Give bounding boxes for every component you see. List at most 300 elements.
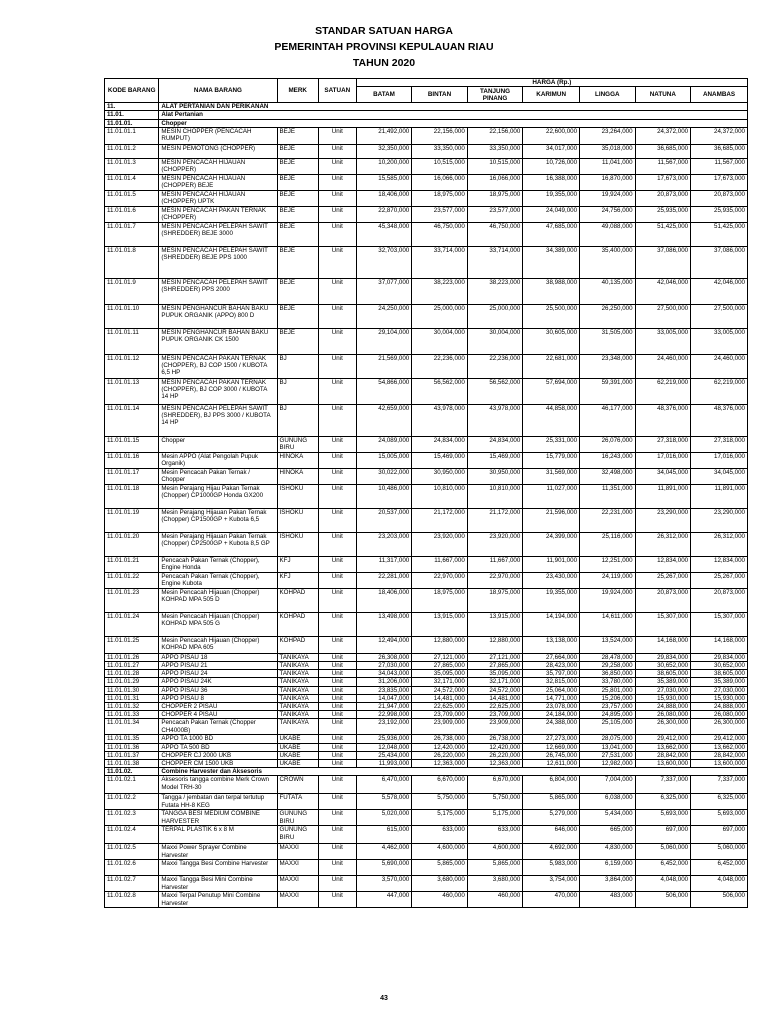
item-price: 16,388,000 <box>523 174 580 190</box>
item-price: 25,801,000 <box>580 686 636 694</box>
item-code: 11.01.01.22 <box>105 572 159 588</box>
item-price: 12,880,000 <box>412 636 468 653</box>
item-unit: Unit <box>318 144 356 158</box>
item-price: 5,060,000 <box>635 844 691 860</box>
item-price: 27,865,000 <box>412 662 468 670</box>
item-price: 506,000 <box>691 892 748 908</box>
item-price: 17,016,000 <box>635 452 691 468</box>
item-code: 11.01.01.36 <box>105 743 159 751</box>
item-price: 15,779,000 <box>523 452 580 468</box>
item-code: 11.01.01.5 <box>105 190 159 206</box>
item-price: 14,481,000 <box>412 694 468 702</box>
item-price: 506,000 <box>635 892 691 908</box>
header-region: KARIMUN <box>523 87 580 103</box>
item-name: CHOPPER CJ 2000 UKB <box>159 751 277 759</box>
item-name: MESIN PEMOTONG (CHOPPER) <box>159 144 277 158</box>
table-row <box>105 484 748 508</box>
item-code: 11.01.01.10 <box>105 304 159 328</box>
item-code: 11.01.01.8 <box>105 246 159 278</box>
item-brand: TANIKAYA <box>277 719 318 735</box>
item-code: 11.01.01.37 <box>105 751 159 759</box>
item-code: 11.01.01.3 <box>105 158 159 174</box>
item-price: 13,498,000 <box>356 612 412 636</box>
item-price: 31,505,000 <box>580 328 636 354</box>
doc-subtitle: PEMERINTAH PROVINSI KEPULAUAN RIAU <box>274 41 494 53</box>
item-code: 11.01.01.38 <box>105 760 159 768</box>
item-price: 33,005,000 <box>635 328 691 354</box>
item-price: 32,498,000 <box>580 468 636 484</box>
item-price: 26,300,000 <box>635 719 691 735</box>
item-code: 11.01.02.1 <box>105 776 159 794</box>
item-code: 11.01.01.18 <box>105 484 159 508</box>
item-code: 11.01.01.26 <box>105 653 159 661</box>
item-unit: Unit <box>318 844 356 860</box>
item-price: 51,425,000 <box>691 222 748 246</box>
header-satuan: SATUAN <box>318 79 356 103</box>
item-unit: Unit <box>318 653 356 661</box>
item-price: 35,095,000 <box>467 670 523 678</box>
item-price: 24,372,000 <box>635 127 691 144</box>
item-price: 26,220,000 <box>412 751 468 759</box>
item-name: Mesin APPO (Alat Pengolah Pupuk Organik) <box>159 452 277 468</box>
item-price: 14,168,000 <box>635 636 691 653</box>
item-price: 11,027,000 <box>523 484 580 508</box>
item-price: 35,400,000 <box>580 246 636 278</box>
header-harga: HARGA (Rp.) <box>356 79 747 87</box>
item-brand: TANIKAYA <box>277 686 318 694</box>
item-brand: BEJE <box>277 144 318 158</box>
item-unit: Unit <box>318 556 356 572</box>
item-unit: Unit <box>318 484 356 508</box>
item-unit: Unit <box>318 222 356 246</box>
item-name: Mesin Perajang Hijau Pakan Ternak (Chopper) CP1000GP Honda GX200 <box>159 484 277 508</box>
item-unit: Unit <box>318 158 356 174</box>
header-kode: KODE BARANG <box>105 79 159 103</box>
item-price: 45,348,000 <box>356 222 412 246</box>
item-price: 21,596,000 <box>523 508 580 532</box>
item-price: 3,680,000 <box>467 876 523 892</box>
item-price: 22,236,000 <box>412 354 468 378</box>
item-price: 483,000 <box>580 892 636 908</box>
item-price: 23,348,000 <box>580 354 636 378</box>
item-price: 33,350,000 <box>412 144 468 158</box>
item-price: 665,000 <box>580 826 636 844</box>
item-code: 11.01.02.7 <box>105 876 159 892</box>
item-price: 34,017,000 <box>523 144 580 158</box>
item-price: 23,290,000 <box>635 508 691 532</box>
item-unit: Unit <box>318 572 356 588</box>
item-name: APPO PISAU 36 <box>159 686 277 694</box>
item-price: 10,726,000 <box>523 158 580 174</box>
item-brand: ISHOKU <box>277 508 318 532</box>
item-price: 16,066,000 <box>467 174 523 190</box>
item-price: 23,290,000 <box>691 508 748 532</box>
section-title: Chopper <box>159 119 748 127</box>
item-unit: Unit <box>318 468 356 484</box>
item-price: 4,600,000 <box>467 844 523 860</box>
item-price: 43,978,000 <box>467 404 523 436</box>
table-body <box>105 103 748 908</box>
item-code: 11.01.01.13 <box>105 378 159 404</box>
item-code: 11.01.01.20 <box>105 532 159 556</box>
item-price: 15,005,000 <box>356 452 412 468</box>
item-price: 10,486,000 <box>356 484 412 508</box>
item-price: 26,738,000 <box>467 735 523 743</box>
table-row <box>105 826 748 844</box>
item-code: 11.01.01.33 <box>105 711 159 719</box>
item-brand: BEJE <box>277 304 318 328</box>
item-name: MESIN PENCACAH PELEPAH SAWIT (SHREDDER) BEJE 3000 <box>159 222 277 246</box>
item-price: 30,004,000 <box>467 328 523 354</box>
item-price: 13,600,000 <box>691 760 748 768</box>
item-unit: Unit <box>318 711 356 719</box>
item-price: 30,605,000 <box>523 328 580 354</box>
item-unit: Unit <box>318 278 356 304</box>
table-row <box>105 612 748 636</box>
item-price: 10,515,000 <box>412 158 468 174</box>
item-price: 13,915,000 <box>412 612 468 636</box>
header-region: BATAM <box>356 87 412 103</box>
item-price: 20,873,000 <box>691 190 748 206</box>
item-price: 447,000 <box>356 892 412 908</box>
item-price: 62,219,000 <box>691 378 748 404</box>
item-price: 19,924,000 <box>580 588 636 612</box>
table-row <box>105 703 748 711</box>
item-unit: Unit <box>318 810 356 826</box>
item-price: 27,121,000 <box>467 653 523 661</box>
item-price: 24,460,000 <box>691 354 748 378</box>
item-price: 28,478,000 <box>580 653 636 661</box>
item-price: 12,363,000 <box>467 760 523 768</box>
item-price: 23,078,000 <box>523 703 580 711</box>
item-price: 5,578,000 <box>356 794 412 810</box>
table-row <box>105 678 748 686</box>
item-price: 42,046,000 <box>691 278 748 304</box>
item-price: 33,780,000 <box>580 678 636 686</box>
item-price: 27,865,000 <box>467 662 523 670</box>
item-price: 30,950,000 <box>467 468 523 484</box>
item-brand: KFJ <box>277 572 318 588</box>
item-price: 36,685,000 <box>691 144 748 158</box>
item-code: 11.01.01.19 <box>105 508 159 532</box>
item-unit: Unit <box>318 246 356 278</box>
item-price: 5,020,000 <box>356 810 412 826</box>
item-name: Chopper <box>159 436 277 452</box>
item-unit: Unit <box>318 532 356 556</box>
item-name: MESIN CHOPPER (PENCACAH RUMPUT) <box>159 127 277 144</box>
item-code: 11.01.01.23 <box>105 588 159 612</box>
item-price: 4,048,000 <box>635 876 691 892</box>
item-price: 13,662,000 <box>691 743 748 751</box>
item-price: 25,936,000 <box>356 735 412 743</box>
item-price: 21,492,000 <box>356 127 412 144</box>
item-unit: Unit <box>318 452 356 468</box>
table-row <box>105 452 748 468</box>
item-brand: KOHPAD <box>277 588 318 612</box>
item-price: 23,757,000 <box>580 703 636 711</box>
item-brand: TANIKAYA <box>277 653 318 661</box>
table-row <box>105 694 748 702</box>
item-code: 11.01.01.31 <box>105 694 159 702</box>
item-price: 28,423,000 <box>523 662 580 670</box>
item-price: 30,652,000 <box>635 662 691 670</box>
item-price: 27,121,000 <box>412 653 468 661</box>
item-price: 35,389,000 <box>635 678 691 686</box>
item-code: 11.01.01.2 <box>105 144 159 158</box>
item-name: CHOPPER CM 1500 UKB <box>159 760 277 768</box>
item-price: 31,569,000 <box>523 468 580 484</box>
item-price: 19,924,000 <box>580 190 636 206</box>
item-price: 11,667,000 <box>412 556 468 572</box>
item-price: 33,714,000 <box>412 246 468 278</box>
item-price: 35,797,000 <box>523 670 580 678</box>
item-price: 54,866,000 <box>356 378 412 404</box>
item-unit: Unit <box>318 206 356 222</box>
item-price: 27,664,000 <box>523 653 580 661</box>
section-row <box>105 768 748 776</box>
item-name: MESIN PENCACAH PAKAN TERNAK (CHOPPER), BJ COP 1500 / KUBOTA 6,5 HP <box>159 354 277 378</box>
item-unit: Unit <box>318 743 356 751</box>
item-price: 49,088,000 <box>580 222 636 246</box>
item-price: 4,462,000 <box>356 844 412 860</box>
item-price: 24,888,000 <box>691 703 748 711</box>
item-price: 32,815,000 <box>523 678 580 686</box>
item-price: 14,047,000 <box>356 694 412 702</box>
item-price: 38,223,000 <box>467 278 523 304</box>
item-price: 5,175,000 <box>467 810 523 826</box>
table-row <box>105 760 748 768</box>
item-price: 23,909,000 <box>467 719 523 735</box>
item-price: 26,745,000 <box>523 751 580 759</box>
header-merk: MERK <box>277 79 318 103</box>
item-code: 11.01.01.24 <box>105 612 159 636</box>
table-row <box>105 304 748 328</box>
table-row <box>105 588 748 612</box>
header-nama: NAMA BARANG <box>159 79 277 103</box>
item-name: Maxxi Tangga Besi Combine Harvester <box>159 860 277 876</box>
item-price: 20,873,000 <box>635 588 691 612</box>
item-price: 18,975,000 <box>467 588 523 612</box>
item-price: 29,412,000 <box>635 735 691 743</box>
item-price: 22,236,000 <box>467 354 523 378</box>
item-price: 26,250,000 <box>580 304 636 328</box>
item-price: 11,667,000 <box>467 556 523 572</box>
item-code: 11.01.01.4 <box>105 174 159 190</box>
item-brand: KOHPAD <box>277 612 318 636</box>
item-price: 13,915,000 <box>467 612 523 636</box>
item-price: 37,086,000 <box>691 246 748 278</box>
item-name: MESIN PENCACAH HIJAUAN (CHOPPER) BEJE <box>159 174 277 190</box>
section-title: Alat Pertanian <box>159 111 748 119</box>
item-price: 25,331,000 <box>523 436 580 452</box>
item-price: 24,888,000 <box>635 703 691 711</box>
table-row <box>105 686 748 694</box>
table-row <box>105 508 748 532</box>
table-row <box>105 532 748 556</box>
item-price: 26,080,000 <box>635 711 691 719</box>
item-unit: Unit <box>318 612 356 636</box>
item-price: 11,317,000 <box>356 556 412 572</box>
item-price: 18,406,000 <box>356 588 412 612</box>
item-price: 28,842,000 <box>691 751 748 759</box>
item-name: Pencacah Pakan Ternak (Chopper CH4000B) <box>159 719 277 735</box>
item-price: 25,105,000 <box>580 719 636 735</box>
table-row <box>105 636 748 653</box>
item-code: 11.01.01.6 <box>105 206 159 222</box>
item-price: 646,000 <box>523 826 580 844</box>
table-row <box>105 662 748 670</box>
item-price: 36,685,000 <box>635 144 691 158</box>
item-unit: Unit <box>318 404 356 436</box>
item-price: 23,430,000 <box>523 572 580 588</box>
item-name: Mesin Pencacah Hijauan (Chopper) KOHPAD MPA 505 G <box>159 612 277 636</box>
section-row <box>105 111 748 119</box>
table-row <box>105 556 748 572</box>
item-price: 23,203,000 <box>356 532 412 556</box>
item-brand: TANIKAYA <box>277 694 318 702</box>
item-unit: Unit <box>318 794 356 810</box>
item-price: 31,206,000 <box>356 678 412 686</box>
item-brand: MAXXI <box>277 844 318 860</box>
item-price: 12,048,000 <box>356 743 412 751</box>
item-price: 42,046,000 <box>635 278 691 304</box>
header-region: TANJUNG PINANG <box>467 87 523 103</box>
item-price: 26,312,000 <box>691 532 748 556</box>
doc-year: TAHUN 2020 <box>352 57 416 69</box>
header-region: BINTAN <box>412 87 468 103</box>
item-price: 34,045,000 <box>691 468 748 484</box>
table-row <box>105 436 748 452</box>
item-name: CHOPPER 4 PISAU <box>159 711 277 719</box>
item-price: 10,810,000 <box>412 484 468 508</box>
item-price: 4,830,000 <box>580 844 636 860</box>
section-code: 11.01. <box>105 111 159 119</box>
item-price: 26,738,000 <box>412 735 468 743</box>
item-price: 13,600,000 <box>635 760 691 768</box>
header-region: NATUNA <box>635 87 691 103</box>
item-code: 11.01.02.4 <box>105 826 159 844</box>
item-price: 10,515,000 <box>467 158 523 174</box>
item-name: MESIN PENCACAH PELEPAH SAWIT (SHREDDER), BJ PPS 3000 / KUBOTA 14 HP <box>159 404 277 436</box>
item-price: 16,243,000 <box>580 452 636 468</box>
item-price: 27,030,000 <box>356 662 412 670</box>
item-price: 26,220,000 <box>467 751 523 759</box>
item-brand: BEJE <box>277 127 318 144</box>
item-unit: Unit <box>318 378 356 404</box>
item-brand: CROWN <box>277 776 318 794</box>
item-price: 16,870,000 <box>580 174 636 190</box>
item-name: APPO PISAU 18 <box>159 653 277 661</box>
item-price: 19,355,000 <box>523 190 580 206</box>
item-price: 11,351,000 <box>580 484 636 508</box>
table-row <box>105 144 748 158</box>
table-row <box>105 653 748 661</box>
item-price: 470,000 <box>523 892 580 908</box>
item-code: 11.01.02.6 <box>105 860 159 876</box>
item-price: 29,412,000 <box>691 735 748 743</box>
item-price: 6,325,000 <box>691 794 748 810</box>
item-brand: TANIKAYA <box>277 662 318 670</box>
item-price: 22,970,000 <box>412 572 468 588</box>
table-row <box>105 378 748 404</box>
item-price: 13,524,000 <box>580 636 636 653</box>
item-price: 35,018,000 <box>580 144 636 158</box>
item-price: 15,206,000 <box>580 694 636 702</box>
item-price: 7,004,000 <box>580 776 636 794</box>
item-price: 23,192,000 <box>356 719 412 735</box>
item-price: 6,670,000 <box>412 776 468 794</box>
item-price: 25,116,000 <box>580 532 636 556</box>
table-row <box>105 719 748 735</box>
item-price: 17,673,000 <box>635 174 691 190</box>
item-price: 36,850,000 <box>580 670 636 678</box>
item-price: 27,500,000 <box>635 304 691 328</box>
item-price: 20,873,000 <box>635 190 691 206</box>
item-price: 29,104,000 <box>356 328 412 354</box>
item-brand: KOHPAD <box>277 636 318 653</box>
item-price: 26,080,000 <box>691 711 748 719</box>
item-brand: MAXXI <box>277 860 318 876</box>
item-price: 5,983,000 <box>523 860 580 876</box>
item-code: 11.01.01.34 <box>105 719 159 735</box>
item-price: 27,318,000 <box>691 436 748 452</box>
item-brand: ISHOKU <box>277 484 318 508</box>
item-brand: BJ <box>277 354 318 378</box>
item-price: 25,000,000 <box>412 304 468 328</box>
item-price: 21,172,000 <box>467 508 523 532</box>
table-row <box>105 670 748 678</box>
item-brand: UKABE <box>277 743 318 751</box>
item-name: Pencacah Pakan Ternak (Chopper), Engine Honda <box>159 556 277 572</box>
item-price: 12,363,000 <box>412 760 468 768</box>
item-price: 25,267,000 <box>635 572 691 588</box>
item-price: 51,425,000 <box>635 222 691 246</box>
item-price: 21,947,000 <box>356 703 412 711</box>
item-price: 18,975,000 <box>412 588 468 612</box>
item-price: 24,049,000 <box>523 206 580 222</box>
table-row <box>105 844 748 860</box>
item-code: 11.01.01.15 <box>105 436 159 452</box>
item-name: MESIN PENCACAH HIJAUAN (CHOPPER) UPTK <box>159 190 277 206</box>
table-row <box>105 328 748 354</box>
item-price: 44,858,000 <box>523 404 580 436</box>
item-unit: Unit <box>318 190 356 206</box>
section-title: ALAT PERTANIAN DAN PERIKANAN <box>159 103 748 111</box>
item-price: 4,600,000 <box>412 844 468 860</box>
item-unit: Unit <box>318 636 356 653</box>
item-price: 4,048,000 <box>691 876 748 892</box>
item-unit: Unit <box>318 892 356 908</box>
doc-title: STANDAR SATUAN HARGA <box>315 25 453 37</box>
item-brand: BEJE <box>277 174 318 190</box>
item-unit: Unit <box>318 719 356 735</box>
item-price: 10,200,000 <box>356 158 412 174</box>
item-code: 11.01.01.11 <box>105 328 159 354</box>
item-price: 34,043,000 <box>356 670 412 678</box>
item-code: 11.01.01.32 <box>105 703 159 711</box>
item-brand: UKABE <box>277 751 318 759</box>
item-price: 32,171,000 <box>412 678 468 686</box>
table-row <box>105 404 748 436</box>
item-code: 11.01.01.30 <box>105 686 159 694</box>
item-name: APPO PISAU 24 <box>159 670 277 678</box>
item-price: 19,355,000 <box>523 588 580 612</box>
item-name: APPO PISAU 8 <box>159 694 277 702</box>
item-price: 12,834,000 <box>691 556 748 572</box>
item-brand: TANIKAYA <box>277 703 318 711</box>
table-row <box>105 206 748 222</box>
item-price: 6,804,000 <box>523 776 580 794</box>
